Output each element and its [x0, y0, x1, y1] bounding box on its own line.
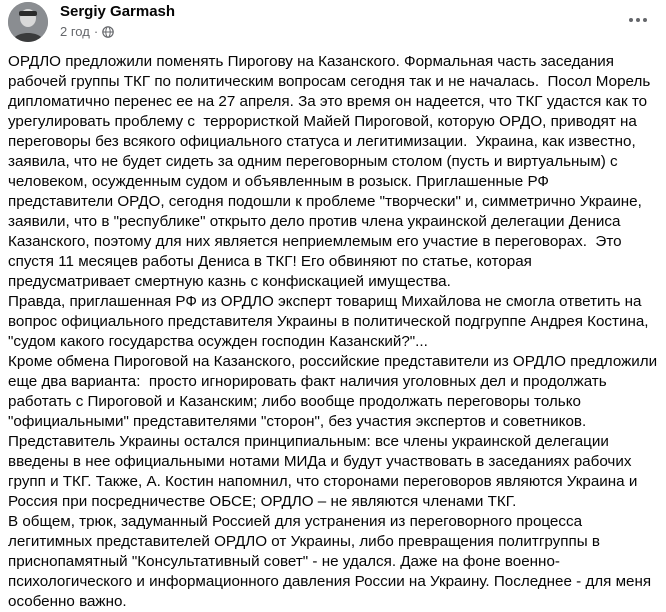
- post-paragraph: Правда, приглашенная РФ из ОРДЛО эксперт товарищ Михайлова не смогла ответить на вопрос официального представителя Украины в политической подгруппе Андрея Костина, "судом какого государства осужден господин Казанский?"...: [8, 293, 653, 350]
- globe-icon: [102, 26, 114, 38]
- author-name[interactable]: Sergiy Garmash: [60, 3, 176, 20]
- post-timestamp[interactable]: 2 год: [60, 24, 90, 39]
- post-paragraph: Представитель Украины остался принципиальным: все члены украинской делегации введены в нее официальными нотами МИДа и будут участвовать в заседаниях рабочих групп и ТКГ. Также, А. Костин напомнил, что сторонами переговоров являются Украина и Россия при посредничестве ОБСЕ; ОРДЛО – не являются членами ТКГ.: [8, 433, 642, 510]
- post-paragraph: Кроме обмена Пироговой на Казанского, российские представители из ОРДЛО предложили еще два варианта: просто игнорировать факт наличия уголовных дел и продолжать работать с Пироговой и Казанским; либо вообще продолжать переговоры только "официальными" представителями "сторон", без участия экспертов и советников.: [8, 353, 662, 430]
- post-paragraph: ОРДЛО предложили поменять Пирогову на Казанского. Формальная часть заседания рабочей группы ТКГ по политическим вопросам сегодня так и не началась. Посол Морель дипломатично перенес ее на 27 апреля. За это время он надеется, что ТКГ удастся как то урегулировать проблему с террористкой Майей Пироговой, которую ОРДО, приводят на переговоры без всякого официального статуса и легитимизации. Украина, как известно, заявила, что не будет сидеть за одним переговорным столом (пусть и виртуальным) с человеком, осужденным судом и объявленным в розыск. Приглашенные РФ представители ОРДО, сегодня подошли к проблеме "творчески" и, симметрично Украине, заявили, что в "республике" открыто дело против члена украинской делегации Дениса Казанского, поэтому для них является неприемлемым его участие в переговорах. Это спустя 11 месяцев работы Дениса в ТКГ! Его обвиняют по статье, которая предусматривает смертную казнь с конфискацией имущества.: [8, 53, 655, 290]
- post-header: [4, 0, 662, 44]
- more-horizontal-icon: [629, 18, 633, 22]
- post-text: [8, 52, 662, 612]
- avatar-photo: [8, 2, 48, 42]
- post-meta: [60, 24, 114, 39]
- post-paragraph: В общем, трюк, задуманный Россией для устранения из переговорного процесса легитимных представителей ОРДЛО от Украины, либо превращения политгруппы в приснопамятный "Консультативный совет" - не удался. Даже на фоне военно-психологического и информационного давления России на Украину. Последнее - для меня особенно важно.: [8, 513, 656, 610]
- more-options-button[interactable]: [622, 6, 654, 34]
- avatar[interactable]: [8, 2, 48, 42]
- meta-separator: ·: [93, 24, 99, 39]
